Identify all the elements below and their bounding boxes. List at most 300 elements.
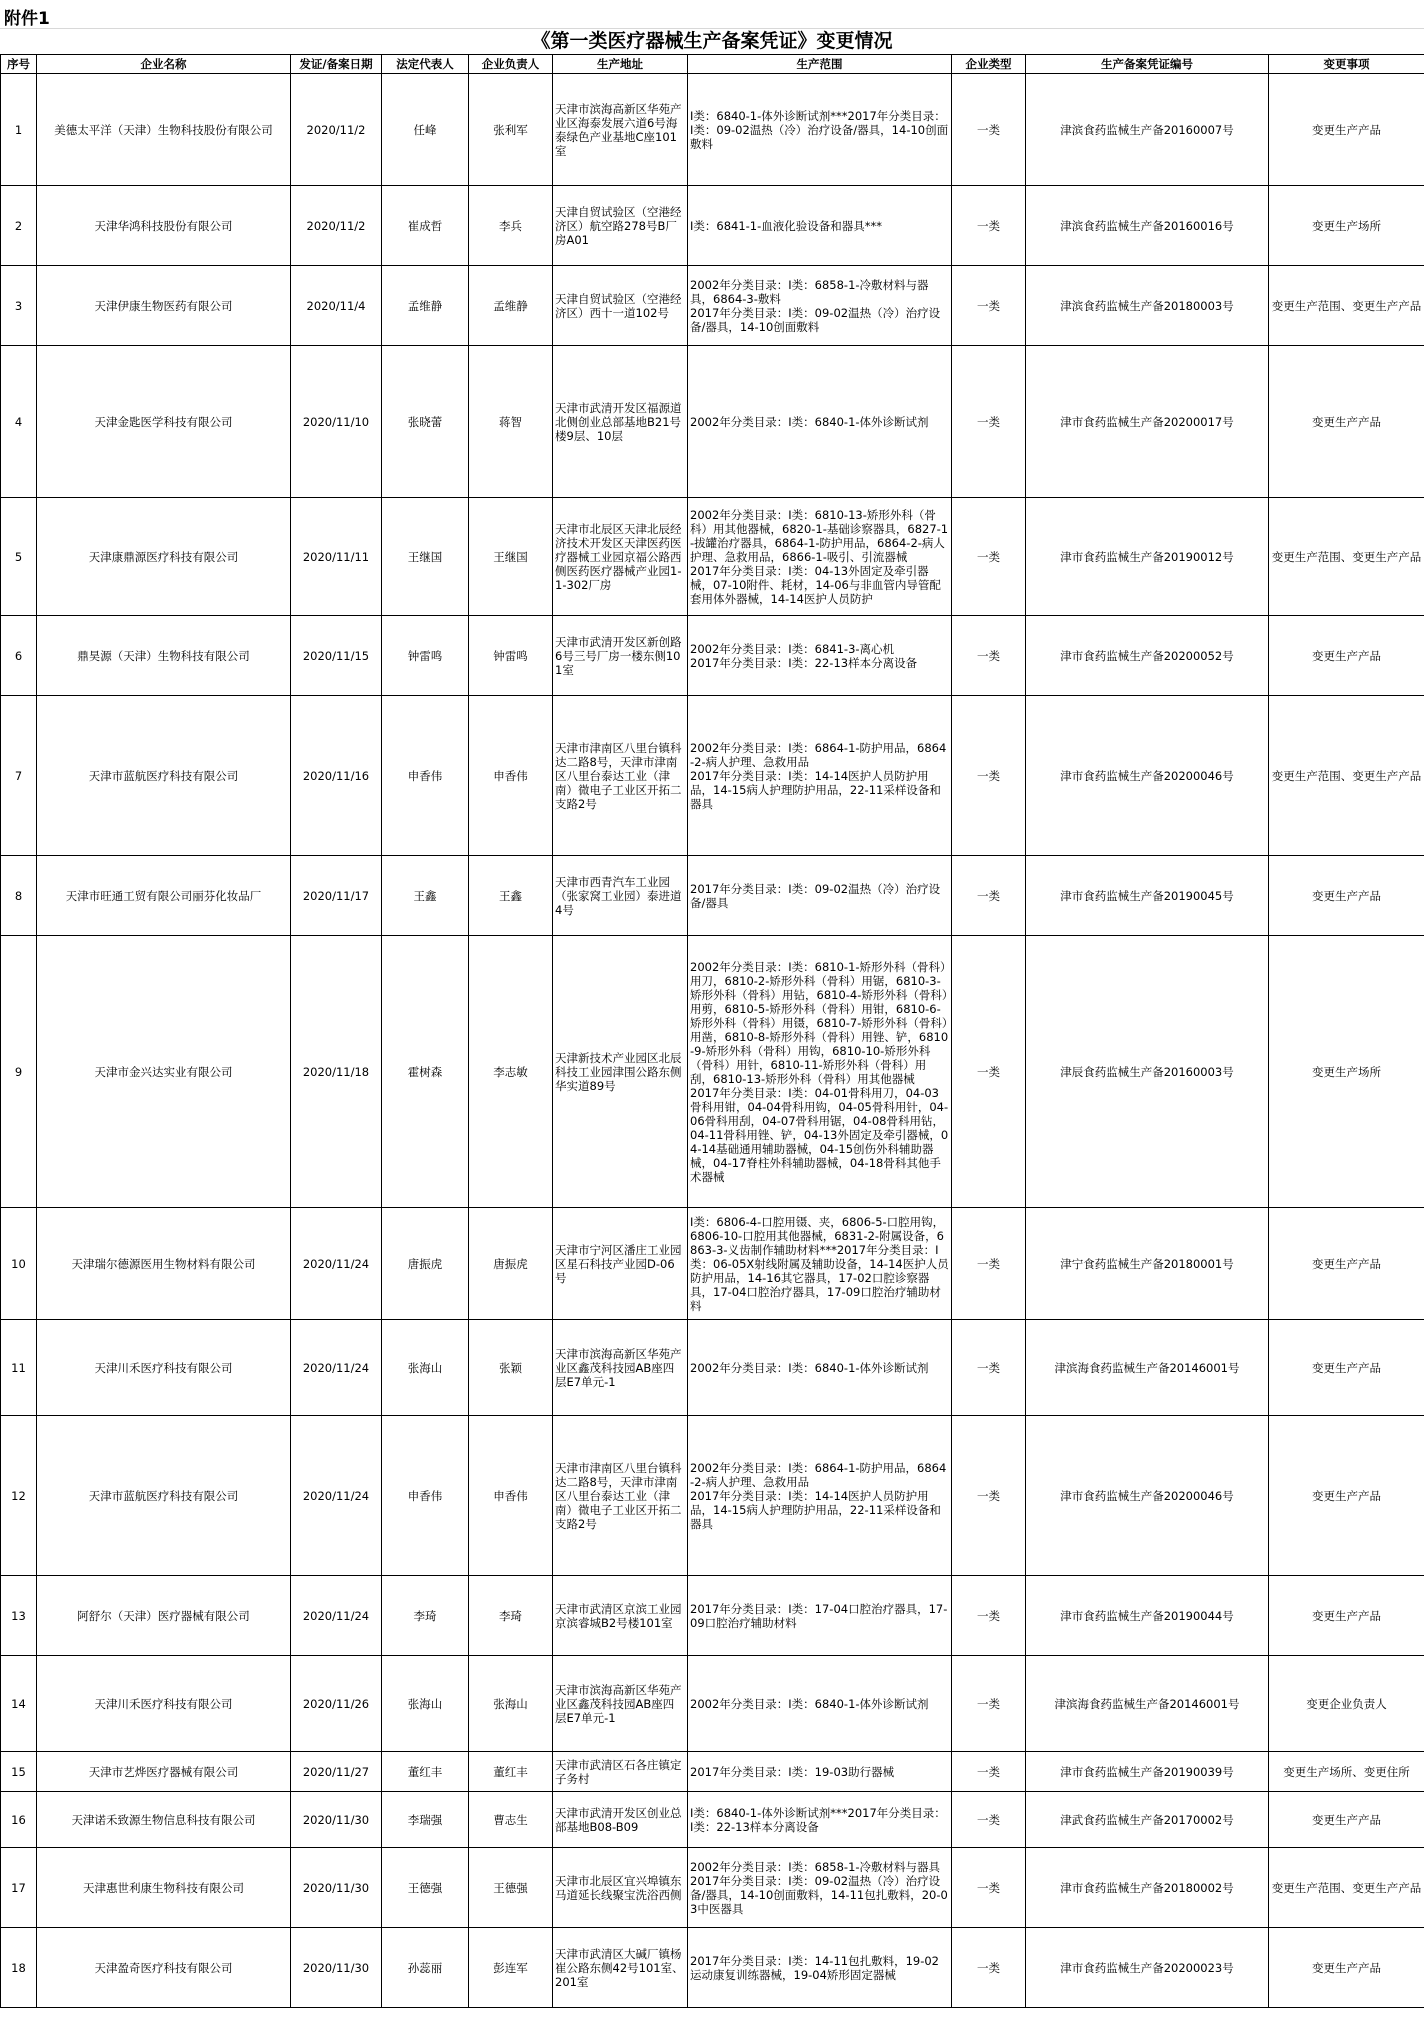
cell-type [952, 186, 1026, 266]
table-row [1, 74, 1424, 186]
header-cert: 生产备案凭证编号 [1026, 55, 1269, 74]
header-no: 序号 [1, 55, 37, 74]
cell-head [469, 1320, 553, 1416]
cell-no [1, 696, 37, 856]
cell-legal [382, 266, 469, 346]
cell-text: 李瑞强 [407, 1812, 443, 1827]
cell-text: 津滨食药监械生产备20160007号 [1060, 122, 1234, 137]
cell-text: 天津市滨海高新区华苑产业区鑫茂科技园AB座四层E7单元-1 [555, 1346, 682, 1389]
cell-date [291, 936, 382, 1208]
cell-address [553, 1848, 688, 1928]
cell-address [553, 1320, 688, 1416]
cell-no [1, 1752, 37, 1792]
header-date: 发证/备案日期 [291, 55, 382, 74]
cell-name [37, 186, 291, 266]
cell-address [553, 498, 688, 616]
cell-text: 变更生产产品 [1312, 648, 1381, 663]
cell-type [952, 1792, 1026, 1848]
cell-text: 变更生产产品 [1312, 1360, 1381, 1375]
cell-name [37, 1320, 291, 1416]
cell-change [1269, 696, 1424, 856]
cell-text: 唐振虎 [493, 1256, 528, 1271]
cell-legal [382, 1752, 469, 1792]
cell-scope [688, 1792, 952, 1848]
cell-text: 天津市艺烨医疗器械有限公司 [88, 1764, 239, 1779]
cell-name [37, 696, 291, 856]
cell-text: 申香伟 [493, 768, 528, 783]
cell-type [952, 1928, 1026, 2008]
cell-text: 董红丰 [493, 1764, 528, 1779]
cell-cert [1026, 1416, 1269, 1576]
cell-type [952, 1752, 1026, 1792]
cell-legal [382, 856, 469, 936]
cell-text: 津市食药监械生产备20200046号 [1060, 768, 1234, 783]
cell-no [1, 1416, 37, 1576]
table-row [1, 616, 1424, 696]
cell-text: 14 [11, 1696, 26, 1711]
cell-text: 津市食药监械生产备20200052号 [1060, 648, 1234, 663]
cell-text: 一类 [977, 1764, 1000, 1779]
cell-text: 2020/11/15 [302, 648, 370, 663]
cell-text: 天津市武清区石各庄镇定子务村 [555, 1757, 682, 1786]
cell-scope [688, 74, 952, 186]
cell-name [37, 74, 291, 186]
cell-text: 一类 [977, 1880, 1000, 1895]
cell-cert [1026, 1848, 1269, 1928]
cell-name [37, 936, 291, 1208]
table-row [1, 936, 1424, 1208]
cell-text: 天津惠世利康生物科技有限公司 [83, 1880, 244, 1895]
cell-cert [1026, 1656, 1269, 1752]
cell-cert [1026, 1208, 1269, 1320]
cell-no [1, 616, 37, 696]
cell-text: 变更生产范围、变更生产产品 [1271, 768, 1422, 783]
cell-date [291, 856, 382, 936]
cell-text: 董红丰 [407, 1764, 443, 1779]
cell-text: 变更生产范围、变更生产产品 [1271, 298, 1422, 313]
cell-change [1269, 1656, 1424, 1752]
cell-text: 天津新技术产业园区北辰科技工业园津围公路东侧华实道89号 [555, 1050, 682, 1093]
cell-text: 18 [11, 1960, 26, 1975]
table-row [1, 1928, 1424, 2008]
cell-change [1269, 936, 1424, 1208]
cell-text: 津滨海食药监械生产备20146001号 [1054, 1360, 1240, 1375]
cell-address [553, 1656, 688, 1752]
cell-legal [382, 1848, 469, 1928]
cell-text: 津市食药监械生产备20190039号 [1060, 1764, 1234, 1779]
cell-text: 美德太平洋（天津）生物科技股份有限公司 [54, 122, 273, 137]
cell-cert [1026, 696, 1269, 856]
cell-text: 蒋智 [499, 414, 522, 429]
cell-text: 2002年分类目录：I类：6810-1-矫形外科（骨科）用刀，6810-2-矫形外科（骨科）用锯，6810-3-矫形外科（骨科）用钻，6810-4-矫形外科（骨科）用剪，6810-5-矫形外科（骨科）用钳，6810-6-矫形外科（骨科）用镊，6810-7-矫形外科（骨科）用凿，6810-8-矫形外科（骨科）用锉、铲，6810-9-矫形外科（骨科）用钩，6810-10-矫形外科（骨科）用针，6810-11-矫形外科（骨科）用刮，6810-13-矫形外科（骨科）用其他器械 2017年分类目录：I类：04-01骨科用刀，04-03骨科用钳，04-04骨科用钩，04-05骨科用针，04-06骨科用刮，04-07骨科用锯，04-08骨科用钻，04-11骨科用锉、铲，04-13外固定及牵引器械，04-14基础通用辅助器械，04-15创伤外科辅助器械，04-17脊柱外科辅助器械，04-18骨科其他手术器械 [690, 959, 949, 1184]
attachment-label: 附件1 [4, 9, 50, 29]
cell-legal [382, 1320, 469, 1416]
cell-text: 阿舒尔（天津）医疗器械有限公司 [77, 1608, 250, 1623]
table-row [1, 1416, 1424, 1576]
cell-text: 天津伊康生物医药有限公司 [94, 298, 233, 313]
cell-text: 一类 [977, 1960, 1000, 1975]
cell-change [1269, 186, 1424, 266]
cell-text: 9 [14, 1064, 23, 1079]
cell-text: 一类 [977, 1064, 1000, 1079]
cell-date [291, 1928, 382, 2008]
cell-text: 2002年分类目录：I类：6858-1-冷敷材料与器具，6864-3-敷料 2017年分类目录：I类：09-02温热（冷）治疗设备/器具，14-10创面敷料 [690, 277, 941, 334]
cell-text: 李兵 [499, 218, 522, 233]
cell-type [952, 346, 1026, 498]
cell-text: 申香伟 [407, 768, 443, 783]
cell-text: 变更企业负责人 [1306, 1696, 1387, 1711]
cell-text: 2002年分类目录：I类：6858-1-冷敷材料与器具 2017年分类目录：I类：09-02温热（冷）治疗设备/器具，14-10创面敷料，14-11包扎敷料，20-03中医器具 [690, 1859, 948, 1916]
cell-text: 王鑫 [499, 888, 522, 903]
header-row [1, 55, 1424, 74]
cell-scope [688, 856, 952, 936]
cell-text: 天津市西青汽车工业园（张家窝工业园）泰进道4号 [555, 874, 682, 917]
cell-change [1269, 266, 1424, 346]
cell-text: 津市食药监械生产备20200046号 [1060, 1488, 1234, 1503]
cell-text: I类：6840-1-体外诊断试剂***2017年分类目录：I类：22-13样本分离设备 [690, 1805, 946, 1834]
cell-text: 10 [11, 1256, 26, 1271]
table-row [1, 266, 1424, 346]
header-head: 企业负责人 [469, 55, 553, 74]
cell-cert [1026, 266, 1269, 346]
cell-head [469, 346, 553, 498]
cell-date [291, 696, 382, 856]
cell-change [1269, 1320, 1424, 1416]
cell-name [37, 616, 291, 696]
cell-text: 津宁食药监械生产备20180001号 [1060, 1256, 1234, 1271]
cell-text: 唐振虎 [407, 1256, 443, 1271]
cell-name [37, 1656, 291, 1752]
cell-scope [688, 1656, 952, 1752]
cell-address [553, 1752, 688, 1792]
cell-date [291, 346, 382, 498]
cell-text: 张海山 [493, 1696, 528, 1711]
cell-scope [688, 696, 952, 856]
cell-legal [382, 498, 469, 616]
cell-address [553, 856, 688, 936]
cell-no [1, 498, 37, 616]
cell-text: 天津市武清区京滨工业园京滨睿城B2号楼101室 [555, 1601, 682, 1630]
cell-text: 李琦 [499, 1608, 522, 1623]
cell-text: 张海山 [407, 1696, 443, 1711]
cell-text: 孙蕊丽 [407, 1960, 443, 1975]
cell-legal [382, 1656, 469, 1752]
header-change: 变更事项 [1269, 55, 1424, 74]
cell-text: 2020/11/4 [306, 298, 366, 313]
cell-text: 4 [14, 414, 23, 429]
cell-text: 2002年分类目录：I类：6810-13-矫形外科（骨科）用其他器械，6820-1-基础诊察器具，6827-1-拔罐治疗器具，6864-1-防护用品，6864-2-病人护理、急救用品，6866-1-吸引、引流器械 2017年分类目录：I类：04-13外固定及牵引器械，07-10附件、耗材，14-06与非血管内导管配套用体外器械，14-14医护人员防护 [690, 507, 949, 606]
cell-name [37, 1848, 291, 1928]
cell-text: 2017年分类目录：I类：09-02温热（冷）治疗设备/器具 [690, 881, 941, 910]
cell-text: 一类 [977, 218, 1000, 233]
cell-text: 天津市滨海高新区华苑产业区海泰发展六道6号海泰绿色产业基地C座101室 [555, 101, 682, 158]
cell-head [469, 1656, 553, 1752]
cell-text: 一类 [977, 1608, 1000, 1623]
cell-cert [1026, 186, 1269, 266]
cell-text: 一类 [977, 298, 1000, 313]
table-row [1, 696, 1424, 856]
cell-text: 彭连军 [493, 1960, 528, 1975]
cell-text: 2020/11/24 [302, 1360, 370, 1375]
cell-head [469, 856, 553, 936]
cell-no [1, 1792, 37, 1848]
cell-no [1, 1208, 37, 1320]
cell-type [952, 856, 1026, 936]
cell-text: 天津市武清开发区创业总部基地B08-B09 [555, 1805, 682, 1834]
cell-type [952, 1576, 1026, 1656]
cell-text: 张颖 [499, 1360, 522, 1375]
cell-change [1269, 1576, 1424, 1656]
cell-no [1, 346, 37, 498]
cell-no [1, 1320, 37, 1416]
cell-text: 天津市津南区八里台镇科达二路8号，天津市津南区八里台泰达工业（津南）微电子工业区开拓二支路2号 [555, 740, 682, 811]
cell-address [553, 696, 688, 856]
cell-text: 一类 [977, 1812, 1000, 1827]
cell-text: 变更生产产品 [1312, 1812, 1381, 1827]
table-row [1, 1576, 1424, 1656]
cell-address [553, 616, 688, 696]
cell-scope [688, 1928, 952, 2008]
cell-address [553, 266, 688, 346]
cell-text: 天津自贸试验区（空港经济区）西十一道102号 [555, 291, 682, 320]
cell-type [952, 696, 1026, 856]
cell-head [469, 74, 553, 186]
cell-type [952, 1320, 1026, 1416]
cell-cert [1026, 1928, 1269, 2008]
cell-text: 天津市旺通工贸有限公司丽芬化妆品厂 [65, 888, 262, 903]
cell-name [37, 498, 291, 616]
cell-date [291, 1656, 382, 1752]
cell-text: 天津金匙医学科技有限公司 [94, 414, 233, 429]
table-row [1, 1752, 1424, 1792]
cell-text: 任峰 [413, 122, 437, 137]
cell-text: 2017年分类目录：I类：19-03助行器械 [690, 1764, 895, 1779]
cell-no [1, 1576, 37, 1656]
cell-text: 王继国 [407, 549, 443, 564]
cell-text: 崔成哲 [407, 218, 443, 233]
cell-text: 一类 [977, 648, 1000, 663]
header-legal: 法定代表人 [382, 55, 469, 74]
cell-text: 3 [14, 298, 23, 313]
cell-no [1, 186, 37, 266]
cell-legal [382, 1792, 469, 1848]
cell-head [469, 696, 553, 856]
cell-text: 2002年分类目录：I类：6840-1-体外诊断试剂 [690, 1696, 929, 1711]
cell-text: 孟维静 [493, 298, 528, 313]
cell-change [1269, 1928, 1424, 2008]
cell-address [553, 936, 688, 1208]
cell-name [37, 1792, 291, 1848]
table-row [1, 1208, 1424, 1320]
cell-scope [688, 186, 952, 266]
cell-change [1269, 346, 1424, 498]
cell-text: 津辰食药监械生产备20160003号 [1060, 1064, 1234, 1079]
cell-text: 2020/11/24 [302, 1488, 370, 1503]
cell-text: 1 [14, 122, 23, 137]
cell-change [1269, 856, 1424, 936]
cell-text: 天津市武清开发区新创路6号三号厂房一楼东侧101室 [555, 634, 682, 677]
cell-cert [1026, 1320, 1269, 1416]
cell-change [1269, 616, 1424, 696]
cell-text: 2020/11/2 [306, 122, 366, 137]
cell-text: 2020/11/17 [302, 888, 370, 903]
cell-text: 津武食药监械生产备20170002号 [1060, 1812, 1234, 1827]
cell-text: 15 [11, 1764, 26, 1779]
cell-scope [688, 1848, 952, 1928]
cell-text: 天津康鼎源医疗科技有限公司 [88, 549, 239, 564]
cell-text: 天津盈奇医疗科技有限公司 [94, 1960, 233, 1975]
cell-legal [382, 936, 469, 1208]
cell-address [553, 74, 688, 186]
cell-scope [688, 498, 952, 616]
cell-text: I类：6841-1-血液化验设备和器具*** [690, 218, 883, 233]
header-scope: 生产范围 [688, 55, 952, 74]
cell-type [952, 1656, 1026, 1752]
cell-text: 天津市北辰区天津北辰经济技术开发区天津医药医疗器械工业园京福公路西侧医药医疗器械产业园1-1-302厂房 [555, 521, 682, 592]
cell-text: I类：6840-1-体外诊断试剂***2017年分类目录：I类：09-02温热（冷）治疗设备/器具，14-10创面敷料 [690, 108, 949, 151]
cell-text: 津滨食药监械生产备20180003号 [1060, 298, 1234, 313]
cell-date [291, 186, 382, 266]
cell-text: 2002年分类目录：I类：6864-1-防护用品，6864-2-病人护理、急救用品 2017年分类目录：I类：14-14医护人员防护用品，14-15病人护理防护用品，22-11采样设备和器具 [690, 740, 947, 811]
cell-text: 变更生产产品 [1312, 888, 1381, 903]
cell-text: 变更生产场所、变更住所 [1283, 1764, 1410, 1779]
table-row [1, 856, 1424, 936]
cell-head [469, 1928, 553, 2008]
cell-scope [688, 616, 952, 696]
cell-name [37, 266, 291, 346]
cell-head [469, 1792, 553, 1848]
cell-cert [1026, 1576, 1269, 1656]
header-address: 生产地址 [553, 55, 688, 74]
cell-cert [1026, 856, 1269, 936]
cell-head [469, 1416, 553, 1576]
cell-text: 一类 [977, 1488, 1000, 1503]
cell-text: 天津市宁河区潘庄工业园区星石科技产业园D-06号 [555, 1242, 682, 1285]
cell-date [291, 1416, 382, 1576]
cell-text: 申香伟 [407, 1488, 443, 1503]
cell-text: 变更生产产品 [1312, 1608, 1381, 1623]
cell-change [1269, 1848, 1424, 1928]
cell-text: 李琦 [413, 1608, 437, 1623]
cell-text: 变更生产产品 [1312, 414, 1381, 429]
cell-head [469, 186, 553, 266]
cell-date [291, 1320, 382, 1416]
cell-text: 申香伟 [493, 1488, 528, 1503]
cell-text: 2020/11/24 [302, 1256, 370, 1271]
cell-text: 津市食药监械生产备20190044号 [1060, 1608, 1234, 1623]
cell-text: 2017年分类目录：I类：17-04口腔治疗器具，17-09口腔治疗辅助材料 [690, 1601, 948, 1630]
cell-type [952, 266, 1026, 346]
cell-type [952, 936, 1026, 1208]
cell-type [952, 498, 1026, 616]
cell-text: 天津市津南区八里台镇科达二路8号，天津市津南区八里台泰达工业（津南）微电子工业区开拓二支路2号 [555, 1460, 682, 1531]
top-blank-row [0, 0, 1424, 29]
cell-date [291, 1848, 382, 1928]
cell-text: 天津诺禾致源生物信息科技有限公司 [71, 1812, 256, 1827]
cell-text: 天津市武清区大碱厂镇杨崔公路东侧42号101室、201室 [555, 1946, 684, 1989]
cell-address [553, 346, 688, 498]
cell-text: 2020/11/30 [302, 1812, 370, 1827]
cell-legal [382, 1928, 469, 2008]
cell-head [469, 498, 553, 616]
cell-text: 8 [14, 888, 23, 903]
cell-cert [1026, 74, 1269, 186]
cell-name [37, 856, 291, 936]
cell-address [553, 1416, 688, 1576]
cell-text: 7 [14, 768, 23, 783]
cell-no [1, 1928, 37, 2008]
cell-name [37, 1208, 291, 1320]
table-row [1, 1792, 1424, 1848]
cell-text: 天津瑞尔德源医用生物材料有限公司 [71, 1256, 256, 1271]
header-type: 企业类型 [952, 55, 1026, 74]
cell-text: 变更生产产品 [1312, 1960, 1381, 1975]
cell-text: 16 [11, 1812, 26, 1827]
cell-text: 一类 [977, 549, 1000, 564]
cell-no [1, 1848, 37, 1928]
cell-text: 2020/11/24 [302, 1608, 370, 1623]
cell-text: 曹志生 [493, 1812, 528, 1827]
cell-no [1, 74, 37, 186]
cell-date [291, 1208, 382, 1320]
cell-type [952, 74, 1026, 186]
cell-scope [688, 1752, 952, 1792]
cell-date [291, 1752, 382, 1792]
cell-text: 天津华鸿科技股份有限公司 [94, 218, 233, 233]
cell-legal [382, 616, 469, 696]
cell-scope [688, 1320, 952, 1416]
cell-name [37, 346, 291, 498]
cell-change [1269, 74, 1424, 186]
cell-text: 津滨食药监械生产备20160016号 [1060, 218, 1234, 233]
cell-text: 天津市金兴达实业有限公司 [94, 1064, 233, 1079]
cell-date [291, 74, 382, 186]
cell-text: 津滨海食药监械生产备20146001号 [1054, 1696, 1240, 1711]
cell-text: 2002年分类目录：I类：6841-3-离心机 2017年分类目录：I类：22-13样本分离设备 [690, 641, 918, 670]
cell-text: 张利军 [493, 122, 528, 137]
cell-text: 天津自贸试验区（空港经济区）航空路278号B厂房A01 [555, 204, 682, 247]
cell-text: 李志敏 [493, 1064, 528, 1079]
cell-text: 天津市武清开发区福源道北侧创业总部基地B21号楼9层、10层 [555, 400, 682, 443]
cell-text: 一类 [977, 1360, 1000, 1375]
cell-change [1269, 1208, 1424, 1320]
cell-change [1269, 1416, 1424, 1576]
cell-cert [1026, 1792, 1269, 1848]
cell-legal [382, 74, 469, 186]
cell-type [952, 616, 1026, 696]
cell-text: 王德强 [407, 1880, 443, 1895]
cell-cert [1026, 936, 1269, 1208]
cell-cert [1026, 1752, 1269, 1792]
cell-text: 天津市滨海高新区华苑产业区鑫茂科技园AB座四层E7单元-1 [555, 1682, 682, 1725]
cell-legal [382, 346, 469, 498]
cell-no [1, 856, 37, 936]
cell-text: 张晓蕾 [407, 414, 443, 429]
cell-head [469, 1208, 553, 1320]
cell-head [469, 1848, 553, 1928]
cell-text: 一类 [977, 768, 1000, 783]
cell-text: 津市食药监械生产备20200023号 [1060, 1960, 1234, 1975]
cell-text: 17 [11, 1880, 26, 1895]
table-row [1, 346, 1424, 498]
cell-no [1, 1656, 37, 1752]
cell-text: 一类 [977, 122, 1000, 137]
cell-text: 一类 [977, 1696, 1000, 1711]
cell-address [553, 186, 688, 266]
cell-name [37, 1576, 291, 1656]
cell-text: 孟维静 [407, 298, 443, 313]
cell-name [37, 1416, 291, 1576]
